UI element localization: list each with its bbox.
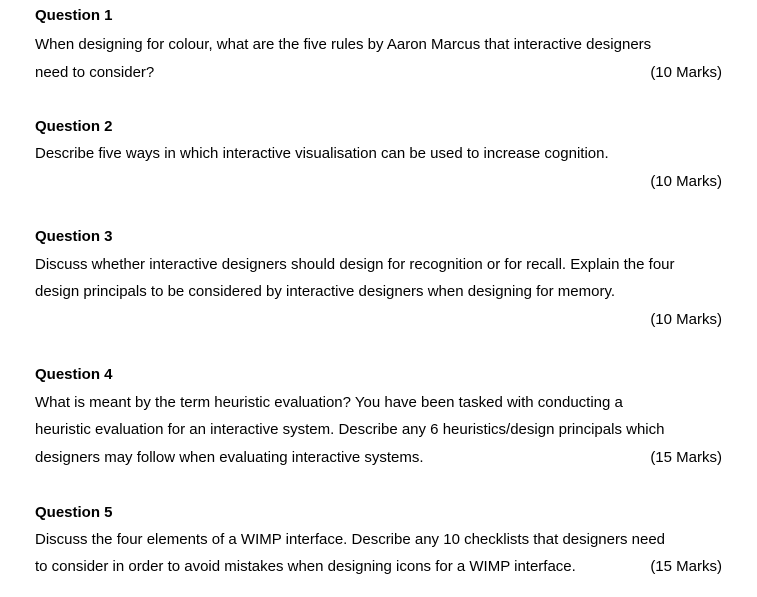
question-text: Discuss whether interactive designers should design for recognition or for recall. Explain the four	[35, 256, 675, 273]
marks-label: (15 Marks)	[650, 558, 722, 575]
question-text: Discuss the four elements of a WIMP interface. Describe any 10 checklists that designers need	[35, 531, 666, 548]
question-heading: Question 5	[35, 504, 113, 521]
question-text: designers may follow when evaluating interactive systems.	[35, 449, 424, 466]
question-text: need to consider?	[35, 64, 155, 81]
question-heading: Question 3	[35, 228, 113, 245]
marks-label: (10 Marks)	[650, 311, 722, 328]
question-text: heuristic evaluation for an interactive system. Describe any 6 heuristics/design principals which	[35, 421, 665, 438]
question-text: to consider in order to avoid mistakes when designing icons for a WIMP interface.	[35, 558, 576, 575]
question-text: What is meant by the term heuristic evaluation? You have been tasked with conducting a	[35, 394, 623, 411]
marks-label: (10 Marks)	[650, 64, 722, 81]
question-heading: Question 4	[35, 366, 113, 383]
marks-label: (15 Marks)	[650, 449, 722, 466]
marks-label: (10 Marks)	[650, 173, 722, 190]
question-heading: Question 1	[35, 7, 113, 24]
question-text: design principals to be considered by interactive designers when designing for memory.	[35, 283, 616, 300]
question-text: Describe five ways in which interactive visualisation can be used to increase cognition.	[35, 145, 609, 162]
question-heading: Question 2	[35, 118, 113, 135]
question-text: When designing for colour, what are the five rules by Aaron Marcus that interactive designers	[35, 36, 652, 53]
